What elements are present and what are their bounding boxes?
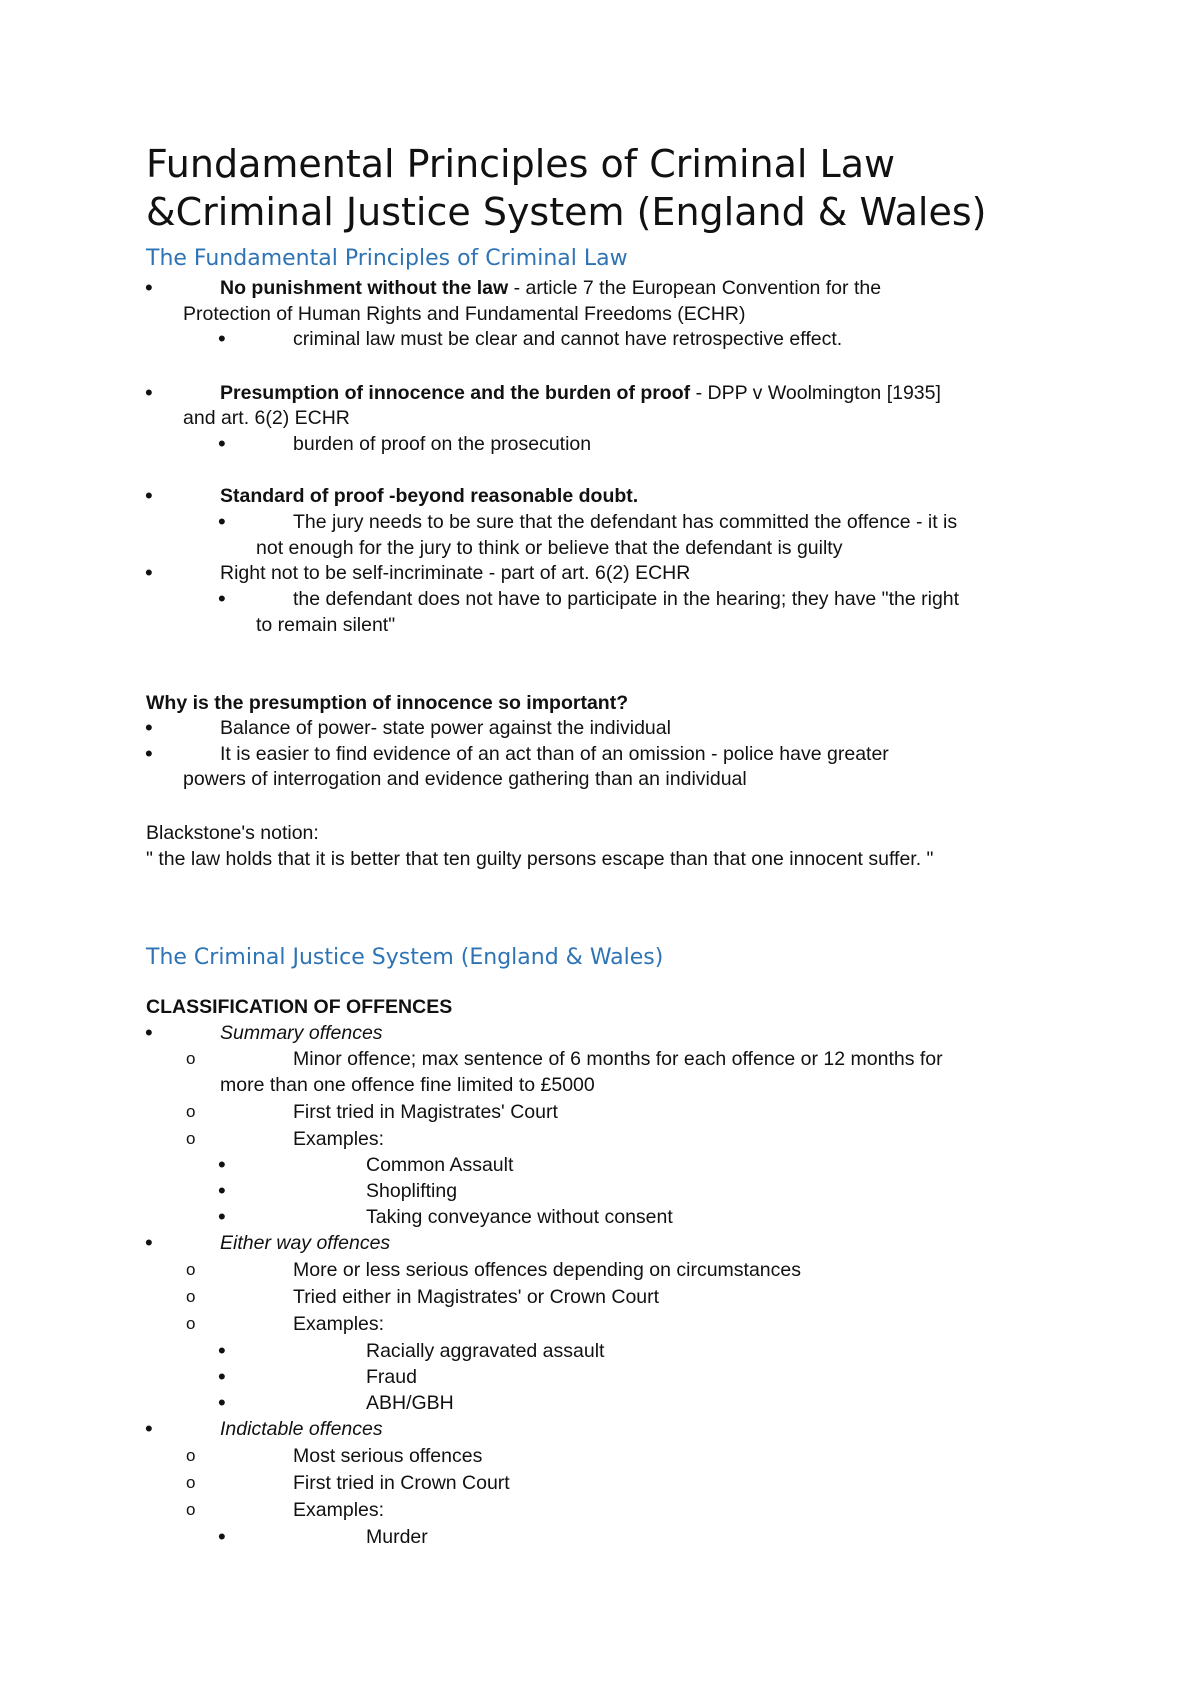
example-item: Shoplifting bbox=[366, 1180, 458, 1202]
sub-list-item: Most serious offences bbox=[293, 1445, 483, 1467]
example-item: Murder bbox=[366, 1526, 428, 1548]
bullet-icon bbox=[218, 586, 226, 614]
bullet-icon bbox=[145, 275, 153, 303]
list-item: Balance of power- state power against the individual bbox=[220, 717, 671, 739]
example-item: Fraud bbox=[366, 1366, 417, 1388]
sub-list-item: Examples: bbox=[293, 1313, 385, 1335]
bullet-icon bbox=[218, 509, 226, 537]
bullet-icon bbox=[218, 1364, 226, 1392]
circle-bullet-icon bbox=[186, 1497, 195, 1523]
sub-list-item-continuation: more than one offence fine limited to £5000 bbox=[220, 1074, 595, 1096]
bullet-icon bbox=[145, 1020, 153, 1048]
list-item: Summary offences bbox=[220, 1022, 383, 1044]
circle-bullet-icon bbox=[186, 1046, 195, 1072]
example-item: ABH/GBH bbox=[366, 1392, 454, 1414]
bullet-icon bbox=[145, 1230, 153, 1258]
blackstone-quote: " the law holds that it is better that ten guilty persons escape than that one innocent suffer. " bbox=[146, 848, 934, 870]
list-item: Right not to be self-incriminate - part of art. 6(2) ECHR bbox=[220, 562, 691, 584]
sub-list-item: Minor offence; max sentence of 6 months for each offence or 12 months for bbox=[293, 1048, 943, 1070]
sub-list-item-continuation: to remain silent" bbox=[256, 614, 396, 636]
circle-bullet-icon bbox=[186, 1126, 195, 1152]
bullet-icon bbox=[218, 1204, 226, 1232]
sub-list-item: the defendant does not have to participate in the hearing; they have "the right bbox=[293, 588, 960, 610]
circle-bullet-icon bbox=[186, 1470, 195, 1496]
document-title bbox=[146, 140, 1146, 236]
circle-bullet-icon bbox=[186, 1443, 195, 1469]
list-item: It is easier to find evidence of an act than of an omission - police have greater bbox=[220, 743, 889, 765]
example-item: Racially aggravated assault bbox=[366, 1340, 605, 1362]
sub-list-item: burden of proof on the prosecution bbox=[293, 433, 592, 455]
sub-list-item: Tried either in Magistrates' or Crown Court bbox=[293, 1286, 660, 1308]
sub-list-item: Examples: bbox=[293, 1499, 385, 1521]
circle-bullet-icon bbox=[186, 1099, 195, 1125]
list-item-continuation: Protection of Human Rights and Fundamental Freedoms (ECHR) bbox=[183, 303, 746, 325]
bullet-icon bbox=[145, 560, 153, 588]
bullet-icon bbox=[145, 741, 153, 769]
list-item: Standard of proof -beyond reasonable doubt. bbox=[220, 485, 639, 507]
bullet-icon bbox=[218, 1338, 226, 1366]
list-item: Either way offences bbox=[220, 1232, 391, 1254]
list-item: Presumption of innocence and the burden of proof - DPP v Woolmington [1935] bbox=[220, 382, 941, 404]
list-item-continuation: and art. 6(2) ECHR bbox=[183, 407, 350, 429]
title-line-1: Fundamental Principles of Criminal Law bbox=[146, 142, 896, 186]
bullet-icon bbox=[218, 1178, 226, 1206]
example-item: Common Assault bbox=[366, 1154, 514, 1176]
bullet-icon bbox=[218, 1524, 226, 1552]
sub-list-item: The jury needs to be sure that the defendant has committed the offence - it is bbox=[293, 511, 958, 533]
bullet-icon bbox=[145, 1416, 153, 1444]
list-item: Indictable offences bbox=[220, 1418, 383, 1440]
bullet-icon bbox=[145, 380, 153, 408]
why-heading: Why is the presumption of innocence so important? bbox=[146, 692, 629, 714]
list-item-continuation: powers of interrogation and evidence gathering than an individual bbox=[183, 768, 747, 790]
section-heading-justice-system: The Criminal Justice System (England & Wales) bbox=[146, 945, 664, 970]
bullet-icon bbox=[145, 715, 153, 743]
sub-list-item: More or less serious offences depending on circumstances bbox=[293, 1259, 801, 1281]
circle-bullet-icon bbox=[186, 1257, 195, 1283]
bullet-icon bbox=[218, 431, 226, 459]
classification-heading: CLASSIFICATION OF OFFENCES bbox=[146, 996, 453, 1018]
list-item: No punishment without the law - article 7 the European Convention for the bbox=[220, 277, 882, 299]
title-line-2: &Criminal Justice System (England & Wales) bbox=[146, 190, 987, 234]
circle-bullet-icon bbox=[186, 1284, 195, 1310]
blackstone-label: Blackstone's notion: bbox=[146, 822, 319, 844]
sub-list-item: criminal law must be clear and cannot have retrospective effect. bbox=[293, 328, 843, 350]
circle-bullet-icon bbox=[186, 1311, 195, 1337]
sub-list-item: Examples: bbox=[293, 1128, 385, 1150]
sub-list-item-continuation: not enough for the jury to think or believe that the defendant is guilty bbox=[256, 537, 843, 559]
bullet-icon bbox=[218, 326, 226, 354]
bullet-icon bbox=[218, 1390, 226, 1418]
bullet-icon bbox=[145, 483, 153, 511]
section-heading-principles: The Fundamental Principles of Criminal Law bbox=[146, 246, 628, 271]
sub-list-item: First tried in Crown Court bbox=[293, 1472, 510, 1494]
bullet-icon bbox=[218, 1152, 226, 1180]
example-item: Taking conveyance without consent bbox=[366, 1206, 673, 1228]
sub-list-item: First tried in Magistrates' Court bbox=[293, 1101, 558, 1123]
